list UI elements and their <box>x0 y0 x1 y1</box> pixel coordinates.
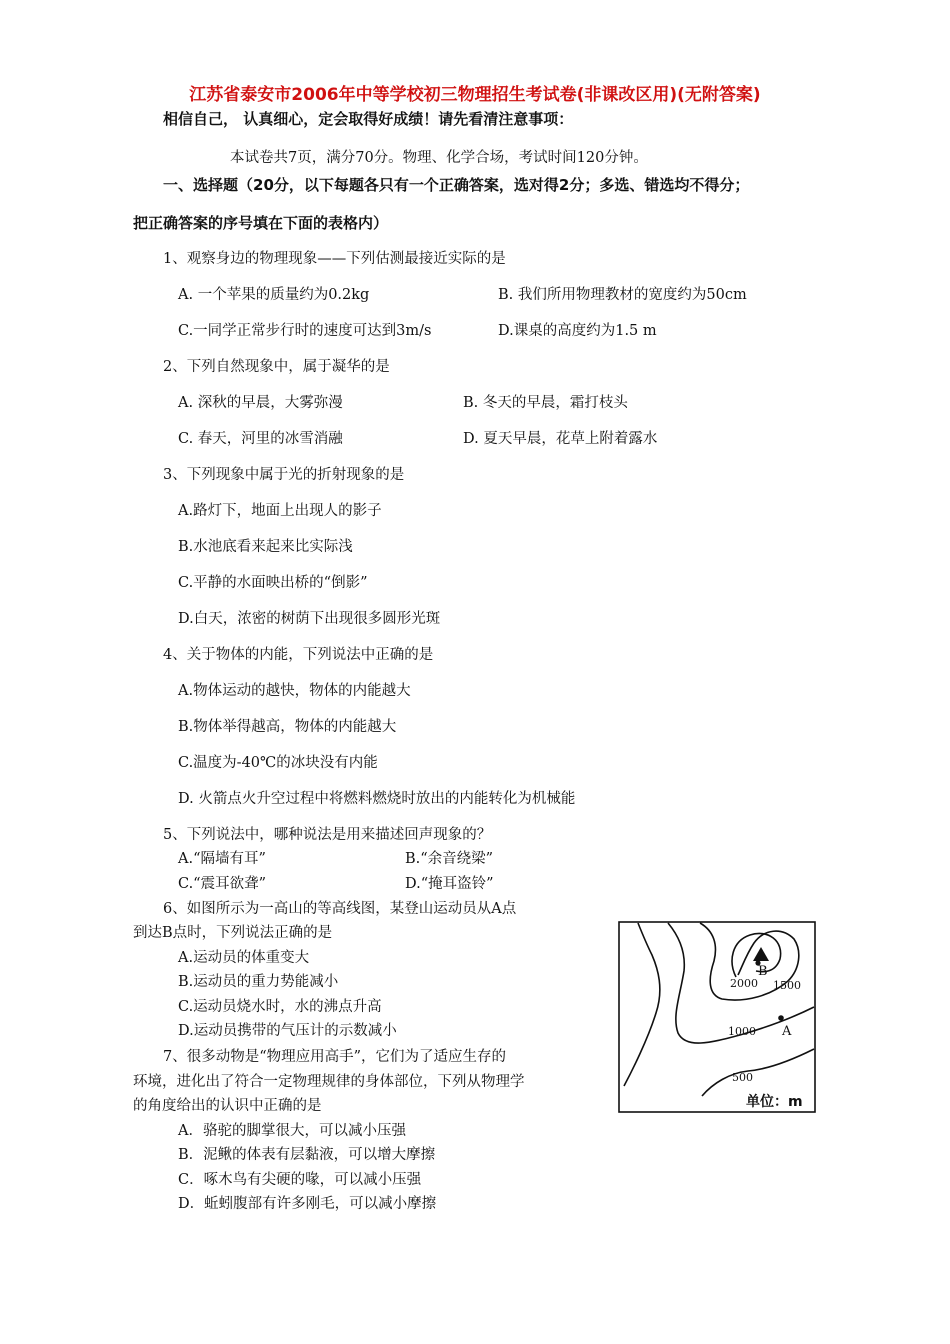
q7-stem-line2: 环境，进化出了符合一定物理规律的身体部位，下列从物理学 <box>133 1074 525 1090</box>
q4-option-d: D. 火箭点火升空过程中将燃料燃烧时放出的内能转化为机械能 <box>178 791 576 807</box>
q5-option-b: B.“余音绕梁” <box>405 851 494 867</box>
section-heading-line2: 把正确答案的序号填在下面的表格内） <box>133 214 389 232</box>
q6-stem-line2: 到达B点时，下列说法正确的是 <box>133 925 333 941</box>
q4-option-b: B.物体举得越高，物体的内能越大 <box>178 719 397 735</box>
q1-option-d: D.课桌的高度约为1.5 m <box>498 323 657 339</box>
q3-option-c: C.平静的水面映出桥的“倒影” <box>178 575 368 591</box>
elevation-label-1000: 1000 <box>728 1025 756 1038</box>
q5-option-c: C.“震耳欲聋” <box>178 876 267 892</box>
q3-option-b: B.水池底看来起来比实际浅 <box>178 539 353 555</box>
point-b-label: B <box>758 964 768 979</box>
q3-stem: 3、下列现象中属于光的折射现象的是 <box>163 467 405 483</box>
elevation-label-2000: 2000 <box>730 977 758 990</box>
q2-option-d: D. 夏天早晨，花草上附着露水 <box>463 431 658 447</box>
contour-map-figure <box>618 921 816 1113</box>
map-unit-label: 单位：m <box>746 1094 803 1110</box>
q1-option-b: B. 我们所用物理教材的宽度约为50cm <box>498 287 747 303</box>
q1-option-c: C.一同学正常步行时的速度可达到3m/s <box>178 323 432 339</box>
q2-option-b: B. 冬天的早晨，霜打枝头 <box>463 395 628 411</box>
elevation-label-1500: 1500 <box>773 979 801 992</box>
q1-stem: 1、观察身边的物理现象——下列估测最接近实际的是 <box>163 251 506 267</box>
q6-option-a: A.运动员的体重变大 <box>178 950 310 966</box>
q4-option-c: C.温度为-40℃的冰块没有内能 <box>178 755 378 771</box>
q7-option-a: A．骆驼的脚掌很大，可以减小压强 <box>178 1123 406 1139</box>
q6-option-c: C.运动员烧水时，水的沸点升高 <box>178 999 382 1015</box>
q5-option-a: A.“隔墙有耳” <box>178 851 266 867</box>
q1-option-a: A. 一个苹果的质量约为0.2kg <box>178 287 370 303</box>
q7-stem-line3: 的角度给出的认识中正确的是 <box>133 1098 322 1114</box>
q7-option-c: C．啄木鸟有尖硬的喙，可以减小压强 <box>178 1172 422 1188</box>
q7-stem-line1: 7、很多动物是“物理应用高手”，它们为了适应生存的 <box>163 1049 507 1065</box>
q4-stem: 4、关于物体的内能，下列说法中正确的是 <box>163 647 434 663</box>
q6-option-b: B.运动员的重力势能减小 <box>178 974 339 990</box>
point-a-marker <box>778 1015 784 1021</box>
q2-option-a: A. 深秋的早晨，大雾弥漫 <box>178 395 343 411</box>
q3-option-a: A.路灯下，地面上出现人的影子 <box>178 503 382 519</box>
section-heading-line1: 一、选择题（20分，以下每题各只有一个正确答案，选对得2分；多选、错选均不得分； <box>163 176 750 194</box>
q3-option-d: D.白天，浓密的树荫下出现很多圆形光斑 <box>178 611 441 627</box>
page-title: 江苏省泰安市2006年中等学校初三物理招生考试卷(非课改区用)(无附答案) <box>189 85 761 105</box>
q2-option-c: C. 春天，河里的冰雪消融 <box>178 431 343 447</box>
q7-option-d: D．蚯蚓腹部有许多刚毛，可以减小摩擦 <box>178 1196 437 1212</box>
q5-option-d: D.“掩耳盗铃” <box>405 876 494 892</box>
encourage-text: 相信自己， 认真细心，定会取得好成绩！请先看清注意事项： <box>163 110 574 128</box>
q4-option-a: A.物体运动的越快，物体的内能越大 <box>178 683 411 699</box>
q7-option-b: B．泥鳅的体表有层黏液，可以增大摩擦 <box>178 1147 436 1163</box>
exam-notice: 本试卷共7页，满分70分。物理、化学合场，考试时间120分钟。 <box>230 150 648 166</box>
q6-option-d: D.运动员携带的气压计的示数减小 <box>178 1023 397 1039</box>
q6-stem-line1: 6、如图所示为一高山的等高线图，某登山运动员从A点 <box>163 901 517 917</box>
elevation-label-500: 500 <box>732 1071 753 1084</box>
q2-stem: 2、下列自然现象中，属于凝华的是 <box>163 359 390 375</box>
q5-stem: 5、下列说法中，哪种说法是用来描述回声现象的？ <box>163 827 492 843</box>
point-a-label: A <box>782 1024 792 1039</box>
